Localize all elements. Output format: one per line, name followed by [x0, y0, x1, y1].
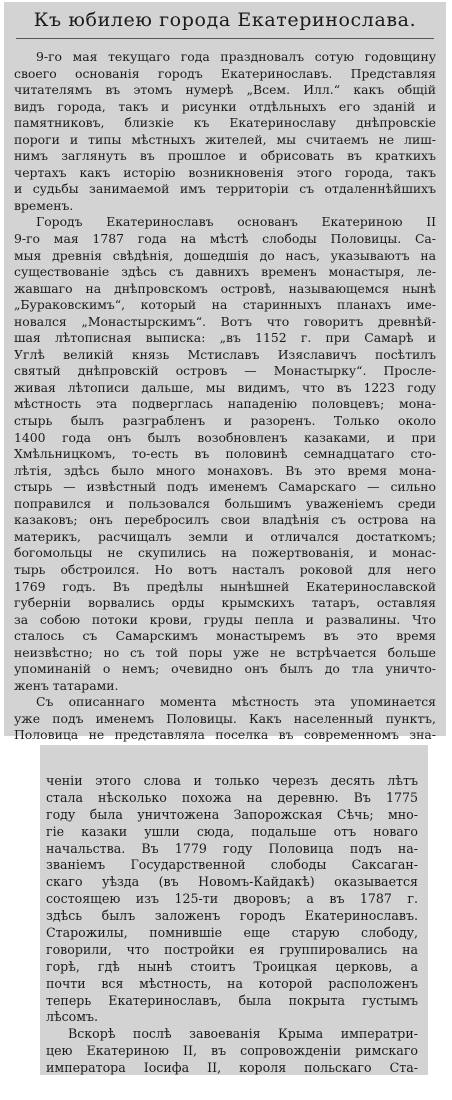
- title-divider: [16, 38, 434, 39]
- text-line: Старожилы, помнившіе еще старую слободу,: [46, 925, 418, 941]
- text-line: материкъ, расчищалъ земли и отличался достаткомъ;: [14, 528, 436, 544]
- text-line: Половица не представляла поселка въ современномъ зна-: [14, 727, 436, 743]
- text-line: неизвѣстно; но съ той поры уже не встрѣчается больше: [14, 644, 436, 660]
- text-line: губерніи ворвались орды крымскихъ татаръ, оставляя: [14, 595, 436, 611]
- text-line: 9-го мая текущаго года праздновалъ сотую годовщину: [36, 49, 436, 64]
- text-line: Углѣ великій князь Мстиславъ Изяславичъ посѣтилъ: [14, 346, 436, 362]
- text-line: императора Іосифа II, короля польскаго Ста-: [46, 1060, 418, 1076]
- text-line: здѣсь былъ заложенъ городъ Екатеринославъ.: [46, 908, 418, 924]
- text-line: шая лѣтописная выписка: „въ 1152 г. при Самарѣ и: [14, 330, 436, 346]
- text-line: читателямъ въ этомъ нумерѣ „Всем. Илл.“ какъ общій: [14, 82, 436, 98]
- text-line: своего основанія городъ Екатеринославъ. Представляя: [14, 65, 436, 81]
- text-line: сталось съ Самарскимъ монастыремъ въ это время: [14, 628, 436, 644]
- text-line: жавшаго на днѣпровскомъ островѣ, называющемся нынѣ: [14, 280, 436, 296]
- article-top-panel: [4, 2, 446, 743]
- text-line: 1400 года онъ былъ возобновленъ казаками, и при: [14, 429, 436, 445]
- article-text-top: [14, 49, 436, 744]
- text-line: новался „Монастырскимъ“. Вотъ что говоритъ древнѣй-: [14, 313, 436, 329]
- text-line: женъ татарами.: [14, 677, 119, 693]
- text-line: святый днѣпровскій островъ — Монастырку“. Просле-: [14, 363, 436, 379]
- text-line: богомольцы не скупились на пожертвованія, и монас-: [14, 545, 436, 561]
- text-line: видъ города, такъ и рисунки отдѣльныхъ его зданій и: [14, 98, 436, 114]
- text-line: лѣсомъ.: [46, 1009, 99, 1025]
- text-line: цею Екатериною II, въ сопровожденіи римскаго: [46, 1043, 418, 1059]
- article-title: Къ юбилею города Екатеринослава.: [33, 9, 417, 31]
- text-line: тырь обстроился. Но вотъ насталъ роковой для него: [14, 561, 436, 577]
- text-line: ченіи этого слова и только черезъ десять лѣтъ: [46, 773, 418, 788]
- article-bottom-panel: [40, 745, 428, 1075]
- text-line: скаго уѣзда (въ Новомъ-Кайдакѣ) оказывается: [46, 874, 418, 890]
- text-line: пороги и типы мѣстныхъ жителей, мы считаемъ не лиш-: [14, 131, 436, 147]
- text-line: Вскорѣ послѣ завоеванія Крыма императри-: [68, 1026, 418, 1042]
- text-line: горѣ, гдѣ нынѣ стоитъ Троицкая церковь, а: [46, 958, 418, 974]
- text-line: лѣтія, здѣсь было много монаховъ. Въ это время мона-: [14, 462, 436, 478]
- text-line: Городъ Екатеринославъ основанъ Екатериною II: [36, 214, 436, 230]
- text-line: живая лѣтописи дальше, мы видимъ, что въ 1223 году: [14, 379, 436, 395]
- text-line: 1769 годъ. Въ предѣлы нынѣшней Екатеринославской: [14, 578, 436, 594]
- text-line: стала нѣсколько похожа на деревню. Въ 1775: [46, 789, 418, 805]
- text-line: званіемъ Государственной слободы Саксаган-: [46, 857, 418, 873]
- text-line: Съ описаннаго момента мѣстность эта упоминается: [36, 694, 436, 710]
- text-line: казаковъ; онъ перебросилъ свои владѣнія съ острова на: [14, 512, 436, 528]
- text-line: временъ.: [14, 197, 74, 213]
- text-line: упоминаній о немъ; очевидно онъ былъ до тла уничто-: [14, 661, 436, 677]
- text-line: мѣстность эта подверглась нападенію половцевъ; мона-: [14, 396, 436, 412]
- text-line: нимъ заглянуть въ прошлое и обрисовать въ краткихъ: [14, 148, 436, 164]
- text-line: говорили, что постройки ея группировались на: [46, 941, 418, 957]
- text-line: Хмѣльницкомъ, то-есть въ половинѣ семнадцатаго сто-: [14, 446, 436, 462]
- text-line: чертахъ какъ исторію возникновенія этого города, такъ: [14, 164, 436, 180]
- text-line: стырь былъ разграбленъ и разоренъ. Только около: [14, 413, 436, 429]
- text-line: мыя древнія свѣдѣнія, дошедшія до насъ, указываютъ на: [14, 247, 436, 263]
- text-line: начальства. Въ 1779 году Половица подъ на-: [46, 840, 418, 856]
- text-line: 9-го мая 1787 года на мѣстѣ слободы Половицы. Са-: [14, 231, 436, 247]
- article-text-bottom: [46, 773, 418, 1077]
- text-line: теперь Екатеринославъ, была покрыта густымъ: [46, 992, 418, 1008]
- text-line: за собою потоки крови, груды пепла и развалины. Что: [14, 611, 436, 627]
- text-line: почти вся мѣстность, на которой расположенъ: [46, 975, 418, 991]
- text-line: гіе казаки ушли сюда, подальше отъ новаго: [46, 823, 418, 839]
- text-line: состоящею изъ 125-ти дворовъ; а въ 1787 г.: [46, 891, 418, 907]
- text-line: уже подъ именемъ Половицы. Какъ населенный пунктъ,: [14, 710, 436, 726]
- text-line: и судьбы занимаемой имъ территоріи съ отдаленнѣйшихъ: [14, 181, 436, 197]
- text-line: поправился и пользовался большимъ уваженіемъ среди: [14, 495, 436, 511]
- text-line: существованіе здѣсь съ давнихъ временъ монастыря, ле-: [14, 264, 436, 280]
- text-line: году была уничтожена Запорожская Сѣчь; мно-: [46, 806, 418, 822]
- text-line: „Бураковскимъ“, который на старинныхъ планахъ име-: [14, 297, 436, 313]
- text-line: стырь — извѣстный подъ именемъ Самарскаго — сильно: [14, 479, 436, 495]
- text-line: памятниковъ, близкіе къ Екатеринославу днѣпровскіе: [14, 115, 436, 131]
